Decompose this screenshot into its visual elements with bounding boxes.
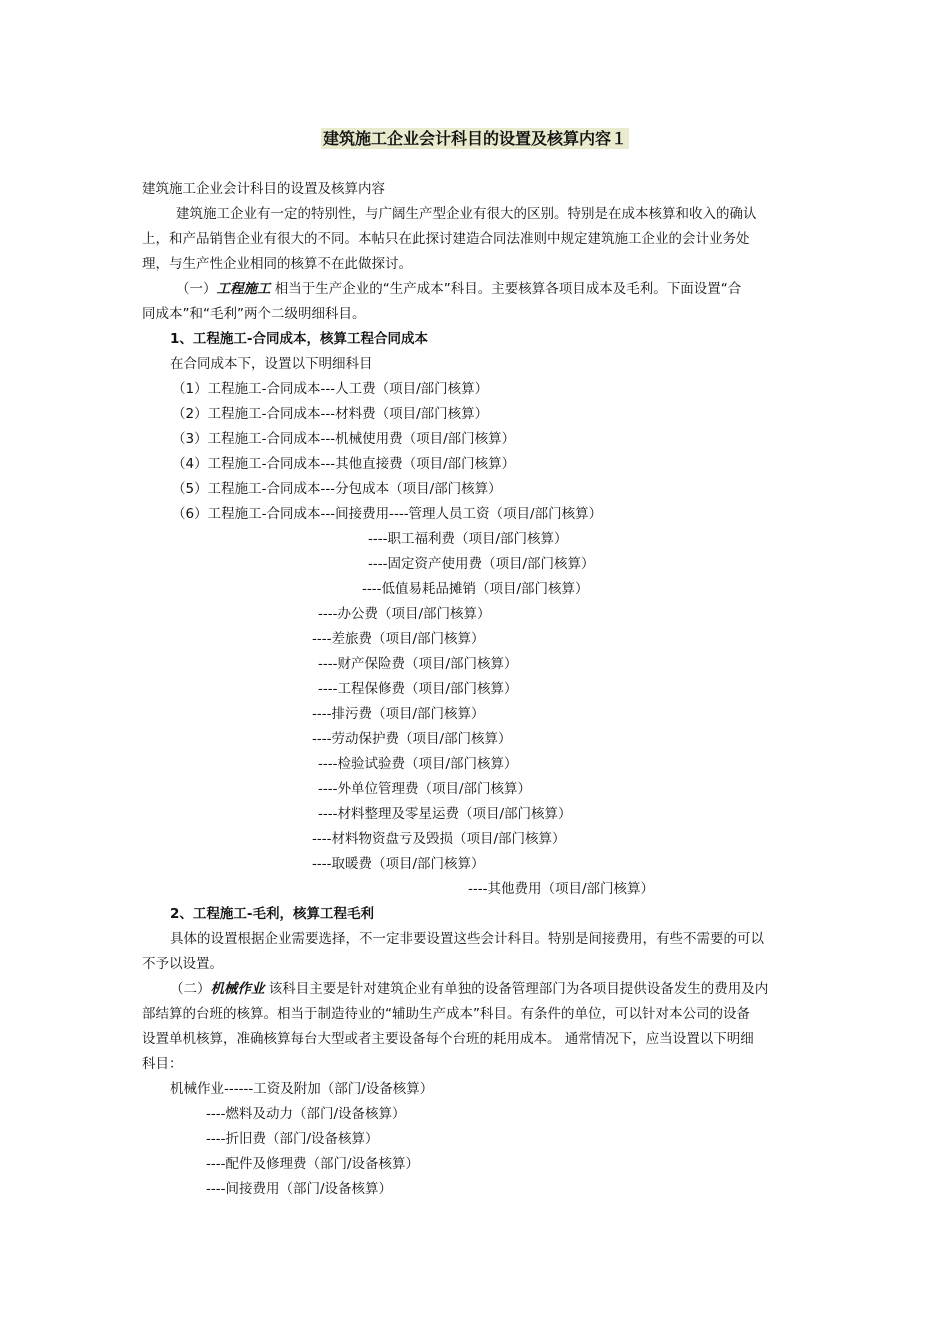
section-two-paragraph-cont: 部结算的台班的核算。相当于制造待业的“辅助生产成本”科目。有条件的单位，可以针对本公司的设备 xyxy=(142,1006,750,1022)
sub-item: ----燃料及动力（部门/设备核算） xyxy=(206,1106,406,1122)
sub-item: ----固定资产使用费（项目/部门核算） xyxy=(368,556,595,572)
section-prefix: （一） xyxy=(176,281,217,297)
list-item: （4）工程施工-合同成本---其他直接费（项目/部门核算） xyxy=(172,456,516,472)
section-keyword: 机械作业 xyxy=(210,981,265,997)
section-two-paragraph xyxy=(170,980,768,998)
sub-item: ----职工福利费（项目/部门核算） xyxy=(368,531,568,547)
section-one-paragraph xyxy=(176,280,741,298)
section-prefix: （二） xyxy=(170,981,211,997)
heading-contract-cost: 1、工程施工-合同成本，核算工程合同成本 xyxy=(170,331,428,347)
heading-gross-profit: 2、工程施工-毛利，核算工程毛利 xyxy=(170,906,374,922)
sub-item: ----排污费（项目/部门核算） xyxy=(312,706,485,722)
list-item: （5）工程施工-合同成本---分包成本（项目/部门核算） xyxy=(172,481,502,497)
list-item: 机械作业------工资及附加（部门/设备核算） xyxy=(170,1081,434,1097)
sub-item: ----材料物资盘亏及毁损（项目/部门核算） xyxy=(312,831,566,847)
sub-item: ----配件及修理费（部门/设备核算） xyxy=(206,1156,420,1172)
sub-item: ----财产保险费（项目/部门核算） xyxy=(318,656,518,672)
list-item: （2）工程施工-合同成本---材料费（项目/部门核算） xyxy=(172,406,489,422)
list-item: （6）工程施工-合同成本---间接费用----管理人员工资（项目/部门核算） xyxy=(172,506,603,522)
sub-item: ----差旅费（项目/部门核算） xyxy=(312,631,485,647)
section-one-paragraph-cont: 同成本”和“毛利”两个二级明细科目。 xyxy=(142,306,366,322)
lead-text: 在合同成本下，设置以下明细科目 xyxy=(170,356,373,372)
sub-item: ----检验试验费（项目/部门核算） xyxy=(318,756,518,772)
document-title: 建筑施工企业会计科目的设置及核算内容１ xyxy=(322,129,627,148)
intro-line: 建筑施工企业有一定的特别性，与广阔生产型企业有很大的区别。特别是在成本核算和收入的确认 xyxy=(176,206,757,222)
subtitle: 建筑施工企业会计科目的设置及核算内容 xyxy=(142,181,385,197)
sub-item: ----间接费用（部门/设备核算） xyxy=(206,1181,393,1197)
section-keyword: 工程施工 xyxy=(216,281,271,297)
sub-item: ----办公费（项目/部门核算） xyxy=(318,606,491,622)
intro-line: 上，和产品销售企业有很大的不同。本帖只在此探讨建造合同法准则中规定建筑施工企业的会计业务处 xyxy=(142,231,750,247)
list-item: （3）工程施工-合同成本---机械使用费（项目/部门核算） xyxy=(172,431,516,447)
sub-item: ----工程保修费（项目/部门核算） xyxy=(318,681,518,697)
section-text: 该科目主要是针对建筑企业有单独的设备管理部门为各项目提供设备发生的费用及内 xyxy=(264,981,769,997)
sub-item: ----取暖费（项目/部门核算） xyxy=(312,856,485,872)
list-item: （1）工程施工-合同成本---人工费（项目/部门核算） xyxy=(172,381,489,397)
sub-item: ----外单位管理费（项目/部门核算） xyxy=(318,781,532,797)
intro-line: 理，与生产性企业相同的核算不在此做探讨。 xyxy=(142,256,412,272)
paragraph: 不予以设置。 xyxy=(142,956,223,972)
section-two-paragraph-cont: 设置单机核算，准确核算每台大型或者主要设备每个台班的耗用成本。 通常情况下，应当设置以下明细 xyxy=(142,1031,754,1047)
section-text: 相当于生产企业的“生产成本”科目。主要核算各项目成本及毛利。下面设置“合 xyxy=(270,281,742,297)
sub-item: ----其他费用（项目/部门核算） xyxy=(468,881,655,897)
sub-item: ----折旧费（部门/设备核算） xyxy=(206,1131,379,1147)
sub-item: ----低值易耗品摊销（项目/部门核算） xyxy=(362,581,589,597)
section-two-paragraph-cont: 科目： xyxy=(142,1056,183,1072)
sub-item: ----劳动保护费（项目/部门核算） xyxy=(312,731,512,747)
sub-item: ----材料整理及零星运费（项目/部门核算） xyxy=(318,806,572,822)
paragraph: 具体的设置根据企业需要选择，不一定非要设置这些会计科目。特别是间接费用，有些不需要的可以 xyxy=(170,931,764,947)
